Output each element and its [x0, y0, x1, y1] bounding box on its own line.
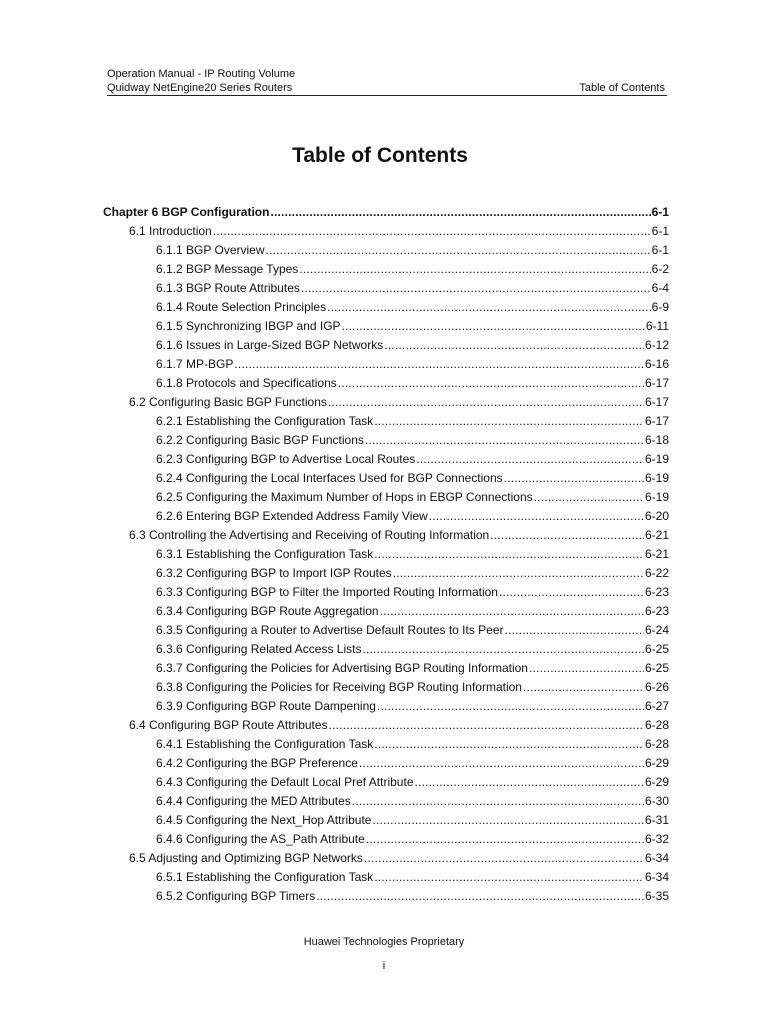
toc-entry-page: 6-30	[644, 794, 669, 808]
toc-entry[interactable]	[156, 488, 669, 507]
dot-leader	[301, 279, 651, 298]
toc-entry-page: 6-16	[644, 357, 669, 371]
toc-entry[interactable]	[156, 260, 669, 279]
toc-entry[interactable]	[156, 507, 669, 526]
toc-entry[interactable]	[156, 450, 669, 469]
dot-leader	[366, 830, 644, 849]
toc-entry[interactable]	[129, 716, 669, 735]
dot-leader	[534, 488, 644, 507]
toc-entry-label: 6.2.5 Configuring the Maximum Number of Hops in EBGP Connections	[156, 490, 533, 504]
toc-entry-label: 6.2.2 Configuring Basic BGP Functions	[156, 433, 364, 447]
toc-entry-page: 6-17	[644, 414, 669, 428]
toc-entry-page: 6-9	[651, 300, 669, 314]
toc-entry[interactable]	[156, 735, 669, 754]
toc-entry[interactable]	[156, 659, 669, 678]
toc-entry-label: 6.1.5 Synchronizing IBGP and IGP	[156, 319, 341, 333]
toc-entry[interactable]	[129, 222, 669, 241]
dot-leader	[416, 450, 644, 469]
toc-entry-label: 6.4.6 Configuring the AS_Path Attribute	[156, 832, 365, 846]
toc-entry-label: 6.1.4 Route Selection Principles	[156, 300, 327, 314]
dot-leader	[352, 792, 644, 811]
toc-entry[interactable]	[156, 279, 669, 298]
toc-entry[interactable]	[156, 678, 669, 697]
page-number: i	[382, 960, 386, 972]
dot-leader	[499, 583, 644, 602]
toc-entry-label: 6.5.2 Configuring BGP Timers	[156, 889, 316, 903]
toc-entry-label: 6.4.3 Configuring the Default Local Pref Attribute	[156, 775, 414, 789]
toc-entry-page: 6-35	[644, 889, 669, 903]
dot-leader	[328, 393, 644, 412]
dot-leader	[374, 868, 644, 887]
toc-entry-label: 6.3.4 Configuring BGP Route Aggregation	[156, 604, 379, 618]
toc-entry[interactable]	[129, 849, 669, 868]
dot-leader	[234, 355, 644, 374]
toc-entry-page: 6-21	[644, 528, 669, 542]
toc-entry-page: 6-12	[644, 338, 669, 352]
dot-leader	[429, 507, 644, 526]
toc-entry[interactable]	[156, 811, 669, 830]
toc-entry-label: 6.2.6 Entering BGP Extended Address Family View	[156, 509, 428, 523]
toc-entry[interactable]	[156, 355, 669, 374]
toc-entry-page: 6-19	[644, 471, 669, 485]
toc-entry-page: 6-4	[651, 281, 669, 295]
toc-entry-page: 6-22	[644, 566, 669, 580]
toc-entry-page: 6-27	[644, 699, 669, 713]
toc-entry-label: 6.3 Controlling the Advertising and Receiving of Routing Information	[129, 528, 490, 542]
dot-leader	[362, 640, 644, 659]
toc-entry-label: 6.1.6 Issues in Large-Sized BGP Networks	[156, 338, 384, 352]
toc-entry-page: 6-1	[651, 224, 669, 238]
toc-entry-label: 6.1.7 MP-BGP	[156, 357, 234, 371]
dot-leader	[316, 887, 644, 906]
dot-leader	[359, 754, 644, 773]
footer-text: Huawei Technologies Proprietary	[303, 936, 465, 948]
dot-leader	[329, 716, 644, 735]
toc-entry-page: 6-34	[644, 851, 669, 865]
toc-entry-label: 6.3.3 Configuring BGP to Filter the Imported Routing Information	[156, 585, 498, 599]
dot-leader	[504, 469, 644, 488]
toc-entry-page: 6-20	[644, 509, 669, 523]
toc-entry-page: 6-29	[644, 756, 669, 770]
toc-entry[interactable]	[156, 697, 669, 716]
toc-entry-page: 6-31	[644, 813, 669, 827]
toc-entry-page: 6-2	[651, 262, 669, 276]
toc-entry-page: 6-11	[645, 319, 669, 333]
header-divider	[107, 95, 667, 96]
toc-entry-label: 6.3.1 Establishing the Configuration Task	[156, 547, 374, 561]
toc-entry-label: 6.3.5 Configuring a Router to Advertise Default Routes to Its Peer	[156, 623, 504, 637]
toc-entry-label: 6.3.9 Configuring BGP Route Dampening	[156, 699, 376, 713]
toc-entry-page: 6-23	[644, 585, 669, 599]
toc-entry-label: 6.1 Introduction	[129, 224, 212, 238]
toc-entry-page: 6-19	[644, 490, 669, 504]
dot-leader	[365, 431, 644, 450]
section-name: Table of Contents	[579, 82, 665, 94]
dot-leader	[338, 374, 644, 393]
dot-leader	[415, 773, 644, 792]
toc-entry-page: 6-1	[651, 205, 669, 219]
dot-leader	[374, 412, 644, 431]
toc-entry[interactable]	[156, 830, 669, 849]
toc-entry-page: 6-23	[644, 604, 669, 618]
toc-entry[interactable]	[156, 640, 669, 659]
dot-leader	[266, 241, 651, 260]
page-header	[107, 67, 665, 95]
toc-entry-page: 6-18	[644, 433, 669, 447]
toc-entry-page: 6-24	[644, 623, 669, 637]
toc-entry[interactable]	[156, 545, 669, 564]
dot-leader	[374, 545, 644, 564]
toc-entry-label: 6.3.2 Configuring BGP to Import IGP Routes	[156, 566, 392, 580]
dot-leader	[523, 678, 644, 697]
product-name: Quidway NetEngine20 Series Routers	[107, 82, 293, 94]
toc-entry-page: 6-28	[644, 737, 669, 751]
toc-entry-label: 6.4.4 Configuring the MED Attributes	[156, 794, 351, 808]
manual-title: Operation Manual - IP Routing Volume	[107, 68, 296, 80]
toc-entry[interactable]	[129, 393, 669, 412]
toc-entry[interactable]	[156, 317, 669, 336]
dot-leader	[372, 811, 644, 830]
toc-entry-label: 6.4.1 Establishing the Configuration Task	[156, 737, 374, 751]
dot-leader	[364, 849, 644, 868]
toc-entry-label: 6.3.7 Configuring the Policies for Advertising BGP Routing Information	[156, 661, 528, 675]
dot-leader	[377, 697, 644, 716]
dot-leader	[374, 735, 644, 754]
toc-entry-page: 6-25	[644, 661, 669, 675]
toc-entry-page: 6-32	[644, 832, 669, 846]
toc-entry-label: 6.3.8 Configuring the Policies for Receiving BGP Routing Information	[156, 680, 522, 694]
dot-leader	[505, 621, 644, 640]
toc-entry[interactable]	[156, 754, 669, 773]
dot-leader	[380, 602, 644, 621]
toc-entry[interactable]	[156, 336, 669, 355]
page-title: Table of Contents	[292, 144, 468, 167]
dot-leader	[384, 336, 644, 355]
toc-entry-page: 6-25	[644, 642, 669, 656]
toc-entry-page: 6-26	[644, 680, 669, 694]
toc-entry-page: 6-21	[644, 547, 669, 561]
toc-entry[interactable]	[156, 431, 669, 450]
toc-entry-page: 6-19	[644, 452, 669, 466]
toc-entry-label: 6.5 Adjusting and Optimizing BGP Networks	[129, 851, 363, 865]
toc-entry-page: 6-29	[644, 775, 669, 789]
toc-entry-page: 6-28	[644, 718, 669, 732]
header-row	[107, 81, 665, 95]
toc-entry-label: 6.1.8 Protocols and Specifications	[156, 376, 337, 390]
toc-entry[interactable]	[156, 469, 669, 488]
toc-entry-page: 6-34	[644, 870, 669, 884]
toc-entry-label: 6.2.1 Establishing the Configuration Task	[156, 414, 374, 428]
dot-leader	[490, 526, 644, 545]
toc-entry-label: 6.4.5 Configuring the Next_Hop Attribute	[156, 813, 372, 827]
toc-entry-page: 6-17	[644, 376, 669, 390]
toc-entry-label: 6.2 Configuring Basic BGP Functions	[129, 395, 327, 409]
dot-leader	[529, 659, 644, 678]
dot-leader	[270, 203, 650, 222]
dot-leader	[299, 260, 650, 279]
toc-entry[interactable]	[156, 298, 669, 317]
toc-entry-label: 6.4.2 Configuring the BGP Preference	[156, 756, 358, 770]
dot-leader	[213, 222, 651, 241]
toc-entry[interactable]	[156, 583, 669, 602]
toc-entry-label: 6.2.3 Configuring BGP to Advertise Local Routes	[156, 452, 416, 466]
dot-leader	[327, 298, 651, 317]
toc-entry[interactable]	[156, 792, 669, 811]
toc-entry-label: Chapter 6 BGP Configuration	[103, 205, 270, 219]
toc-entry[interactable]	[156, 241, 669, 260]
toc-entry-page: 6-17	[644, 395, 669, 409]
toc-entry[interactable]	[156, 868, 669, 887]
toc-entry-label: 6.3.6 Configuring Related Access Lists	[156, 642, 362, 656]
toc-entry-label: 6.1.2 BGP Message Types	[156, 262, 299, 276]
toc-entry[interactable]	[156, 773, 669, 792]
toc-entry[interactable]	[103, 203, 669, 222]
toc-entry[interactable]	[156, 374, 669, 393]
toc-entry-label: 6.1.1 BGP Overview	[156, 243, 265, 257]
toc-entry-label: 6.1.3 BGP Route Attributes	[156, 281, 300, 295]
toc-entry[interactable]	[156, 621, 669, 640]
dot-leader	[393, 564, 644, 583]
toc-entry[interactable]	[156, 412, 669, 431]
toc-entry[interactable]	[156, 602, 669, 621]
dot-leader	[342, 317, 645, 336]
toc-entry-label: 6.2.4 Configuring the Local Interfaces Used for BGP Connections	[156, 471, 503, 485]
toc-entry-label: 6.5.1 Establishing the Configuration Task	[156, 870, 374, 884]
toc-entry-page: 6-1	[651, 243, 669, 257]
toc-entry-label: 6.4 Configuring BGP Route Attributes	[129, 718, 328, 732]
toc-entry[interactable]	[156, 564, 669, 583]
toc-entry[interactable]	[129, 526, 669, 545]
toc-entry[interactable]	[156, 887, 669, 906]
